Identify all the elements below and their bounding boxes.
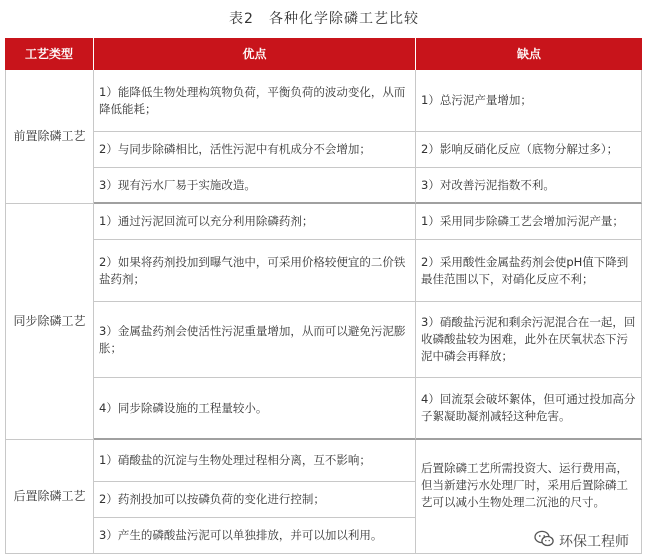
table-caption: 表2 各种化学除磷工艺比较	[229, 11, 419, 27]
process-type-cell: 同步除磷工艺	[5, 204, 94, 440]
table-row	[5, 70, 642, 132]
comparison-table	[5, 38, 642, 554]
table-row	[5, 204, 642, 240]
table-row	[5, 440, 642, 482]
header-cons: 缺点	[416, 38, 642, 70]
cons-cell: 3）对改善污泥指数不利。	[416, 168, 642, 204]
cons-cell: 3）硝酸盐污泥和剩余污泥混合在一起，回收磷酸盐较为困难，此外在厌氧状态下污泥中磷会再释放；	[416, 302, 642, 378]
table-row	[5, 132, 642, 168]
table-row	[5, 378, 642, 440]
table-row	[5, 168, 642, 204]
watermark-text: 环保工程师	[559, 533, 629, 550]
cons-cell-merged: 后置除磷工艺所需投资大、运行费用高，但当新建污水处理厂时，采用后置除磷工艺可以减小生物处理二沉池的尺寸。	[416, 440, 642, 554]
pros-cell: 1）硝酸盐的沉淀与生物处理过程相分离，互不影响；	[94, 440, 416, 482]
cons-cell: 1）采用同步除磷工艺会增加污泥产量；	[416, 204, 642, 240]
pros-cell: 1）通过污泥回流可以充分利用除磷药剂；	[94, 204, 416, 240]
cons-cell: 2）影响反硝化反应（底物分解过多）；	[416, 132, 642, 168]
cons-cell: 2）采用酸性金属盐药剂会使pH值下降到最佳范围以下，对硝化反应不利；	[416, 240, 642, 302]
header-type: 工艺类型	[5, 38, 94, 70]
process-type-cell: 后置除磷工艺	[5, 440, 94, 554]
cons-cell: 1）总污泥产量增加；	[416, 70, 642, 132]
pros-cell: 3）现有污水厂易于实施改造。	[94, 168, 416, 204]
pros-cell: 3）金属盐药剂会使活性污泥重量增加，从而可以避免污泥膨胀；	[94, 302, 416, 378]
wechat-logo-icon	[534, 530, 554, 551]
table-row	[5, 302, 642, 378]
cons-cell: 4）回流泵会破坏絮体，但可通过投加高分子絮凝助凝剂减轻这种危害。	[416, 378, 642, 440]
pros-cell: 4）同步除磷设施的工程量较小。	[94, 378, 416, 440]
pros-cell: 3）产生的磷酸盐污泥可以单独排放，并可以加以利用。	[94, 518, 416, 554]
header-pros: 优点	[94, 38, 416, 70]
watermark	[531, 529, 632, 552]
table-header-row	[5, 38, 642, 70]
table-row	[5, 240, 642, 302]
pros-cell: 2）如果将药剂投加到曝气池中，可采用价格较便宜的二价铁盐药剂；	[94, 240, 416, 302]
pros-cell: 2）与同步除磷相比，活性污泥中有机成分不会增加；	[94, 132, 416, 168]
pros-cell: 2）药剂投加可以按磷负荷的变化进行控制；	[94, 482, 416, 518]
process-type-cell: 前置除磷工艺	[5, 70, 94, 204]
pros-cell: 1）能降低生物处理构筑物负荷，平衡负荷的波动变化，从而降低能耗；	[94, 70, 416, 132]
